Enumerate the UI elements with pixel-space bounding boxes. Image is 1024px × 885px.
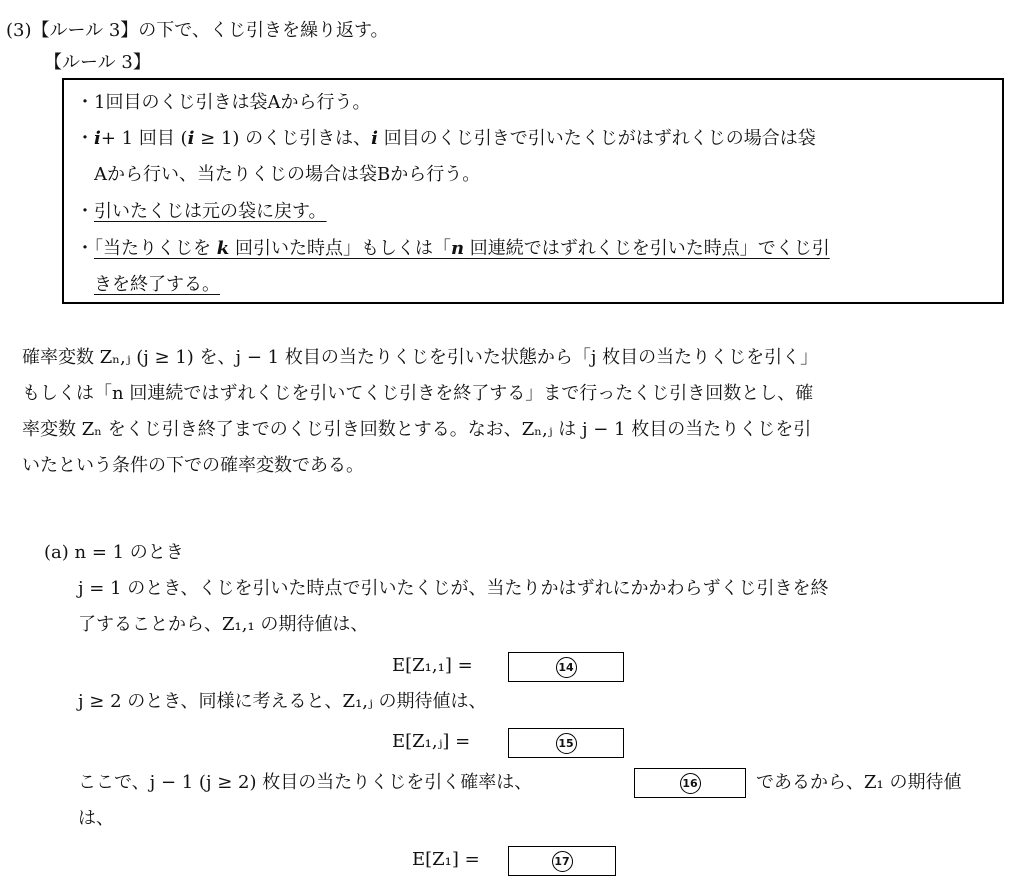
answer-box-15[interactable] [508, 728, 624, 758]
part-a-line-4b: であるから、Z₁ の期待値 [756, 772, 962, 793]
para-line-1: 確率変数 Zₙ,ⱼ (j ≥ 1) を、j − 1 枚目の当たりくじを引いた状態から「j 枚目の当たりくじを引く」 [22, 347, 819, 368]
part-a-line-2: 了することから、Z₁,₁ の期待値は、 [78, 614, 369, 635]
rule-title: 【ルール 3】 [44, 52, 151, 73]
part-a-line-1: j = 1 のとき、くじを引いた時点で引いたくじが、当たりかはずれにかかわらずくじ引きを終 [78, 578, 829, 599]
equation-15: E[Z₁,ⱼ] = [392, 731, 471, 752]
para-line-4: いたという条件の下での確率変数である。 [22, 455, 364, 476]
para-line-3: 率変数 Zₙ をくじ引き終了までのくじ引き回数とする。なお、Zₙ,ⱼ は j − 1 枚目の当たりくじを引 [22, 419, 812, 440]
rule-2-cont: Aから行い、当たりくじの場合は袋Bから行う。 [94, 164, 481, 185]
answer-number-15: 15 [556, 733, 577, 754]
rule-4-cont: きを終了する。 [94, 274, 220, 295]
part-a-line-5: は、 [78, 808, 114, 829]
section-header: (3)【ルール 3】の下で、くじ引きを繰り返す。 [6, 20, 389, 41]
equation-14: E[Z₁,₁] = [392, 655, 473, 676]
answer-number-14: 14 [556, 657, 577, 678]
rule-2: ・i+ 1 回目 (i ≥ 1) のくじ引きは、i 回目のくじ引きで引いたくじがはずれくじの場合は袋 [76, 128, 816, 149]
rule-1: ・1回目のくじ引きは袋Aから行う。 [76, 92, 371, 113]
rule-3: ・引いたくじは元の袋に戻す。 [76, 201, 327, 222]
answer-box-17[interactable] [508, 846, 616, 876]
answer-number-17: 17 [552, 851, 573, 872]
part-a-line-3: j ≥ 2 のとき、同様に考えると、Z₁,ⱼ の期待値は、 [78, 691, 487, 712]
answer-box-16[interactable] [634, 768, 746, 798]
answer-box-14[interactable] [508, 652, 624, 682]
part-a-title: (a) n = 1 のとき [44, 542, 184, 563]
rule-4: ・「当たりくじを k 回引いた時点」もしくは「n 回連続ではずれくじを引いた時点」でくじ引 [76, 238, 830, 259]
part-a-line-4a: ここで、j − 1 (j ≥ 2) 枚目の当たりくじを引く確率は、 [78, 772, 533, 793]
equation-17: E[Z₁] = [412, 849, 480, 870]
para-line-2: もしくは「n 回連続ではずれくじを引いてくじ引きを終了する」まで行ったくじ引き回数とし、確 [22, 383, 814, 404]
answer-number-16: 16 [680, 773, 701, 794]
